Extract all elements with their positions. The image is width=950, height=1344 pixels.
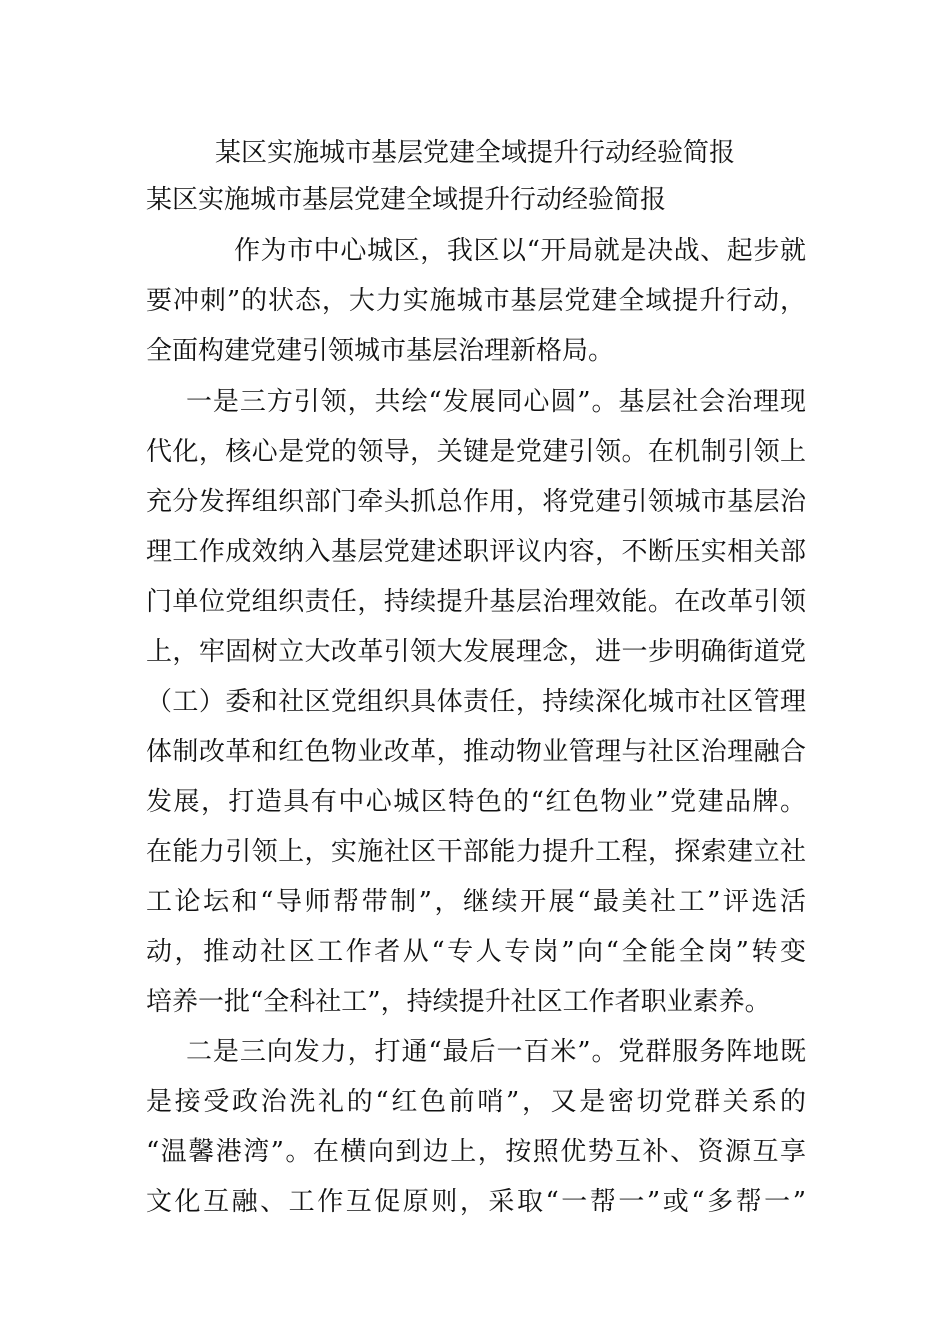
body-line: 充分发挥组织部门牵头抓总作用，将党建引领城市基层治 — [146, 487, 806, 517]
body-line: 作为市中心城区，我区以“开局就是决战、起步就 — [234, 236, 806, 266]
body-line: 发展，打造具有中心城区特色的“红色物业”党建品牌。 — [146, 787, 806, 817]
body-line: “温馨港湾”。在横向到边上，按照优势互补、资源互享 — [146, 1137, 806, 1167]
body-line: 要冲刺”的状态，大力实施城市基层党建全域提升行动， — [146, 286, 806, 316]
body-line: 全面构建党建引领城市基层治理新格局。 — [146, 336, 615, 366]
document-title: 某区实施城市基层党建全域提升行动经验简报 — [214, 138, 735, 168]
body-line: 动，推动社区工作者从“专人专岗”向“全能全岗”转变 — [146, 937, 806, 967]
body-line: 上，牢固树立大改革引领大发展理念，进一步明确街道党 — [146, 637, 806, 667]
body-line: 文化互融、工作互促原则，采取“一帮一”或“多帮一” — [146, 1187, 806, 1217]
body-line: 培养一批“全科社工”，持续提升社区工作者职业素养。 — [146, 987, 771, 1017]
body-line: 在能力引领上，实施社区干部能力提升工程，探索建立社 — [146, 837, 806, 867]
body-line: 理工作成效纳入基层党建述职评议内容，不断压实相关部 — [146, 537, 806, 567]
body-line: （工）委和社区党组织具体责任，持续深化城市社区管理 — [146, 687, 806, 717]
body-line: 是接受政治洗礼的“红色前哨”，又是密切党群关系的 — [146, 1087, 806, 1117]
body-line: 体制改革和红色物业改革，推动物业管理与社区治理融合 — [146, 737, 806, 767]
body-line: 二是三向发力，打通“最后一百米”。党群服务阵地既 — [186, 1037, 806, 1067]
body-line: 工论坛和“导师帮带制”，继续开展“最美社工”评选活 — [146, 887, 806, 917]
document-subtitle: 某区实施城市基层党建全域提升行动经验简报 — [146, 185, 667, 215]
body-line: 一是三方引领，共绘“发展同心圆”。基层社会治理现 — [186, 387, 806, 417]
body-line: 门单位党组织责任，持续提升基层治理效能。在改革引领 — [146, 587, 806, 617]
body-line: 代化，核心是党的领导，关键是党建引领。在机制引领上 — [146, 437, 806, 467]
